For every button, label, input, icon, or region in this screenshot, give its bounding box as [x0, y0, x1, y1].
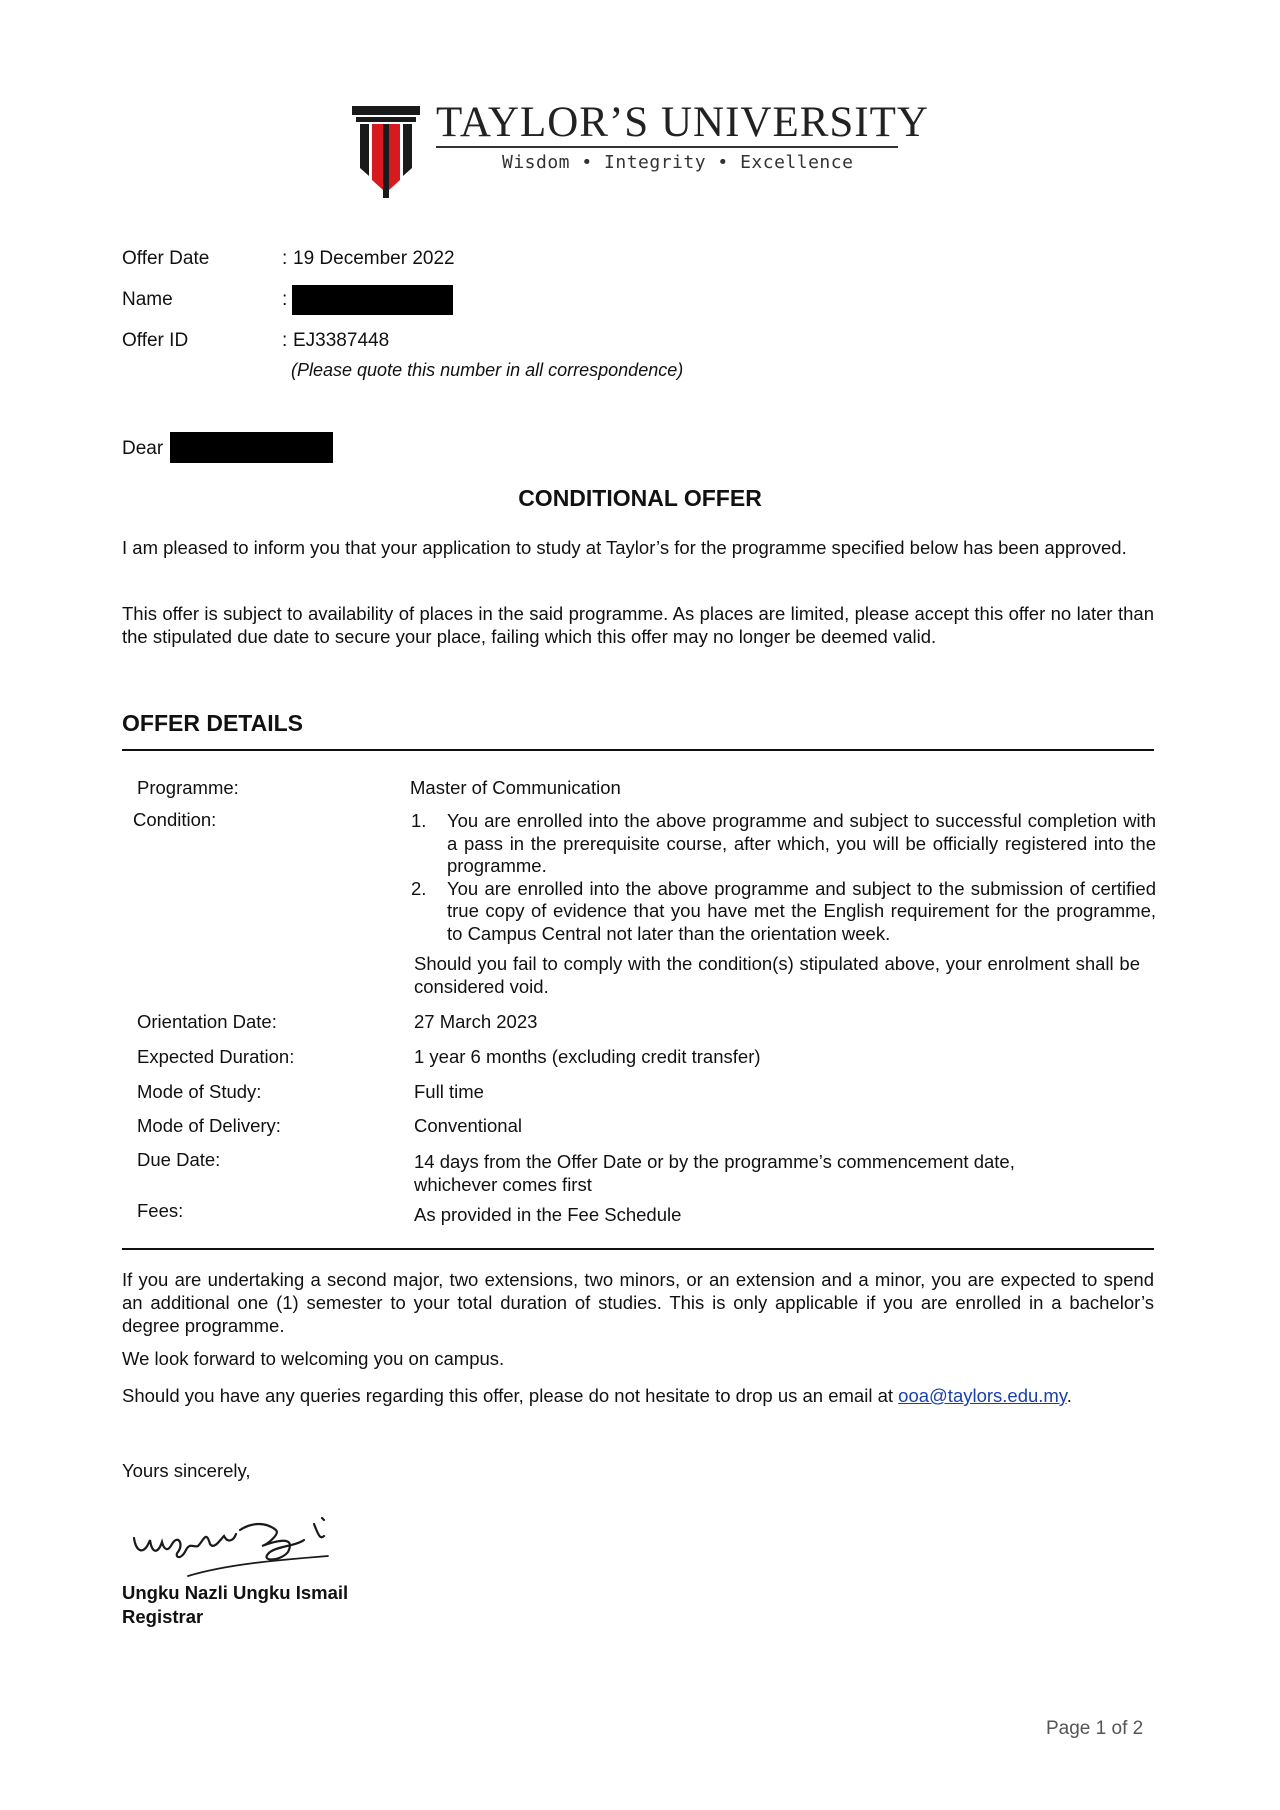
letter-title: CONDITIONAL OFFER — [518, 485, 762, 511]
quote-note: (Please quote this number in all correspondence) — [291, 360, 684, 380]
name-redaction — [292, 285, 453, 315]
signatory-name: Ungku Nazli Ungku Ismail — [122, 1582, 349, 1603]
signatory-title: Registrar — [122, 1606, 204, 1627]
separator: : — [282, 248, 288, 269]
offer-id-label: Offer ID — [122, 330, 189, 351]
queries-suffix: . — [1066, 1385, 1072, 1406]
fees-value: As provided in the Fee Schedule — [414, 1204, 682, 1225]
university-tagline: Wisdom • Integrity • Excellence — [502, 152, 854, 173]
intro-paragraph-2: This offer is subject to availability of places in the said programme. As places are limited, please accept this offer no later than the stipulated due date to secure your place, failing which this offer may no longer be deemed valid. — [122, 603, 1154, 647]
condition-list — [408, 810, 1156, 945]
condition-text: You are enrolled into the above programme and subject to the submission of certified true copy of evidence that you have met the English requirement for the programme, to Campus Central not later than the orientation week. — [447, 877, 1156, 944]
welcome-text: We look forward to welcoming you on campus. — [122, 1348, 505, 1369]
section-top-rule — [122, 749, 1154, 751]
university-name: TAYLOR’S UNIVERSITY — [436, 99, 929, 146]
condition-number: 1. — [411, 810, 427, 831]
condition-text: You are enrolled into the above programme and subject to successful completion with a pass in the prerequisite course, after which, you will be officially registered into the programme. — [447, 810, 1156, 876]
programme-value: Master of Communication — [410, 777, 621, 798]
separator: : — [282, 330, 288, 351]
condition-note: Should you fail to comply with the condition(s) stipulated above, your enrolment shall be considered void. — [414, 953, 1140, 997]
intro-paragraph-1: I am pleased to inform you that your application to study at Taylor’s for the programme specified below has been approved. — [122, 537, 1127, 558]
taylors-crest-logo — [352, 106, 420, 198]
offer-id-value: EJ3387448 — [293, 330, 390, 351]
study-mode-value: Full time — [414, 1081, 484, 1102]
orientation-value: 27 March 2023 — [414, 1011, 538, 1032]
fees-label: Fees: — [137, 1200, 184, 1221]
queries-text — [122, 1385, 1072, 1407]
duration-label: Expected Duration: — [137, 1046, 295, 1067]
handwritten-signature — [128, 1500, 358, 1590]
offer-date-label: Offer Date — [122, 248, 210, 269]
recipient-redaction — [170, 432, 333, 463]
contact-email-link[interactable]: ooa@taylors.edu.my — [898, 1385, 1067, 1406]
delivery-label: Mode of Delivery: — [137, 1115, 281, 1136]
programme-label: Programme: — [137, 777, 239, 798]
condition-item — [408, 810, 1156, 878]
greeting: Dear — [122, 438, 164, 459]
separator: : — [282, 289, 288, 310]
due-date-value-line2: whichever comes first — [414, 1174, 592, 1195]
closing-paragraph: If you are undertaking a second major, two extensions, two minors, or an extension and a minor, you are expected to spend an additional one (1) semester to your total duration of studies. This is only applicable if you are enrolled in a bachelor’s degree programme. — [122, 1269, 1154, 1336]
section-bottom-rule — [122, 1248, 1154, 1250]
offer-details-heading: OFFER DETAILS — [122, 710, 304, 736]
study-mode-label: Mode of Study: — [137, 1081, 262, 1102]
due-date-label: Due Date: — [137, 1149, 221, 1170]
queries-prefix: Should you have any queries regarding this offer, please do not hesitate to drop us an email at — [122, 1385, 899, 1406]
orientation-label: Orientation Date: — [137, 1011, 277, 1032]
condition-number: 2. — [411, 877, 427, 899]
due-date-value-line1: 14 days from the Offer Date or by the programme’s commencement date, — [414, 1151, 1015, 1172]
logo-divider — [436, 146, 898, 148]
page-number: Page 1 of 2 — [1046, 1718, 1144, 1739]
duration-value: 1 year 6 months (excluding credit transfer) — [414, 1046, 761, 1067]
condition-item — [408, 878, 1156, 946]
name-label: Name — [122, 289, 173, 310]
sign-off: Yours sincerely, — [122, 1460, 251, 1481]
condition-label: Condition: — [133, 809, 217, 830]
delivery-value: Conventional — [414, 1115, 522, 1136]
offer-date-value: 19 December 2022 — [293, 248, 455, 269]
